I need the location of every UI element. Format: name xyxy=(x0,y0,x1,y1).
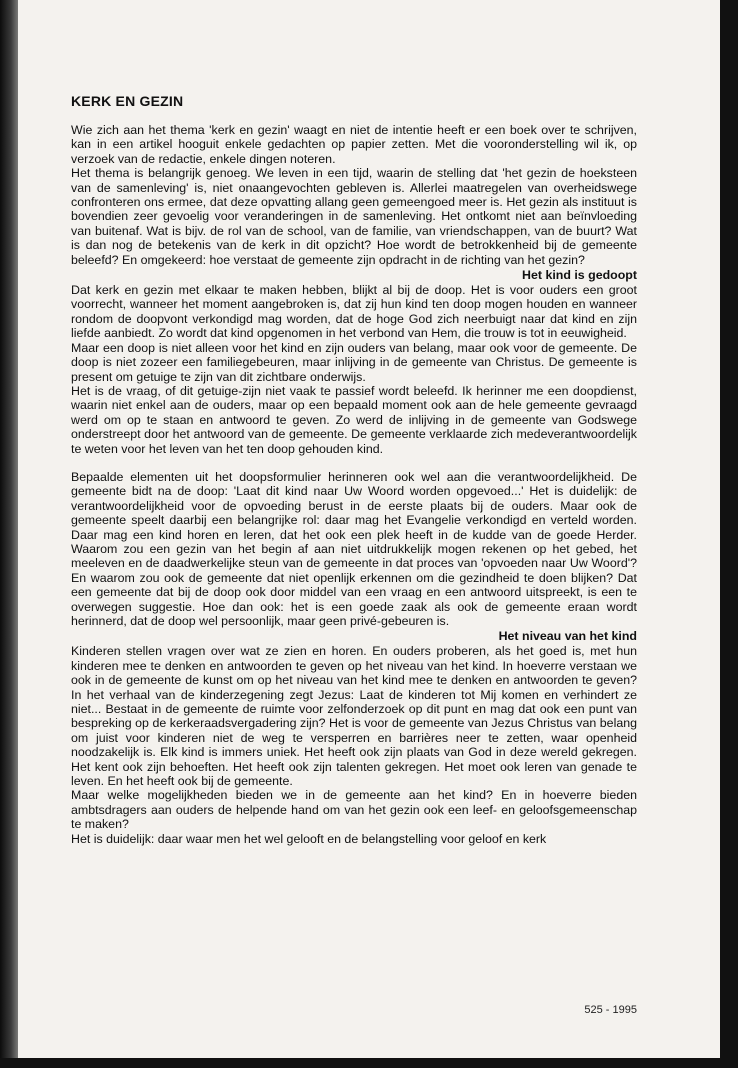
paragraph: Het is duidelijk: daar waar men het wel gelooft en de belangstelling voor geloof en kerk xyxy=(71,831,547,846)
scan-border-bottom xyxy=(0,1058,738,1068)
article-title: KERK EN GEZIN xyxy=(71,93,184,109)
paragraph: Het is de vraag, of dit getuige-zijn niet vaak te passief wordt beleefd. Ik herinner me een doopdienst, waarin niet enkel aan de ouders, maar op een bepaald moment ook aan de hele gemeente gevraagd werd om op te staan en antwoord te geven. Zo werd de inlijving in de gemeente van Godswege onderstreept door het antwoord van de gemeente. De gemeente verklaarde zich medeverantwoordelijk te weten voor het leven van het ten doop gehouden kind. xyxy=(71,383,637,456)
section-heading: Het niveau van het kind xyxy=(498,629,637,644)
paragraph-gap xyxy=(71,456,637,470)
paragraph: Maar een doop is niet alleen voor het kind en zijn ouders van belang, maar ook voor de gemeente. De doop is niet zozeer een familiegebeuren, maar inlijving in de gemeente van Christus. De gemeente is present om getuige te zijn van dit zichtbare onderwijs. xyxy=(71,340,637,384)
article xyxy=(71,93,637,846)
paragraph: Wie zich aan het thema 'kerk en gezin' waagt en niet de intentie heeft er een boek over te schrijven, kan in een artikel hooguit enkele gedachten op papier zetten. Met die vooronderstelling wil ik, op verzoek van de redactie, enkele dingen noteren. xyxy=(71,123,637,166)
paragraph: Maar welke mogelijkheden bieden we in de gemeente aan het kind? En in hoeverre bieden ambtsdragers aan ouders de helpende hand om van het gezin ook een leef- en geloofsgemeenschap te maken? xyxy=(71,788,637,832)
page-number: 525 - 1995 xyxy=(584,1004,637,1016)
paragraph: Bepaalde elementen uit het doopsformulier herinneren ook wel aan die verantwoordelijkheid. De gemeente bidt na de doop: 'Laat dit kind naar Uw Woord worden opgevoed...' Het is duidelijk: de verantwoordelijkheid voor de opvoeding berust in de eerste plaats bij de ouders. Maar ook de gemeente speelt daarbij een belangrijke rol: daar mag het Evangelie verkondigd en verteld worden. Daar mag een kind horen en leren, dat het ook een plek heeft in de kudde van de goede Herder. Waarom zou een gezin van het begin af aan niet uitdrukkelijk mogen rekenen op het gebed, het meeleven en de daadwerkelijke steun van de gemeente in dat proces van 'opvoeden naar Uw Woord'? En waarom zou ook de gemeente dat niet openlijk erkennen om die gezindheid te doen blijken? Dat een gemeente dat bij de doop ook door middel van een vraag en een antwoord uitspreekt, is een te overwegen suggestie. Hoe dan ook: het is een goede zaak als ook de gemeente eraan wordt herinnerd, dat de doop wel persoonlijk, maar geen privé-gebeuren is. xyxy=(71,469,637,628)
paragraph: Het thema is belangrijk genoeg. We leven in een tijd, waarin de stelling dat 'het gezin de hoeksteen van de samenleving' is, niet onaangevochten gebleven is. Allerlei maatregelen van overheidswege confronteren ons ermee, dat deze opvatting allang geen gemeengoed meer is. Het gezin als instituut is bovendien zeer gevoelig voor veranderingen in de samenleving. Het ontkomt niet aan beïnvloeding van buitenaf. Wat is bijv. de rol van de school, van de familie, van vriendschappen, van de buurt? Wat is dan nog de betekenis van de kerk in dit opzicht? Hoe wordt de betrokkenheid bij de gemeente beleefd? En omgekeerd: hoe verstaat de gemeente zijn opdracht in de richting van het gezin? xyxy=(71,166,637,267)
book-spine-shadow xyxy=(0,0,18,1068)
paragraph: Dat kerk en gezin met elkaar te maken hebben, blijkt al bij de doop. Het is voor ouders een groot voorrecht, wanneer het moment aangebroken is, dat zij hun kind ten doop mogen houden en wanneer rondom de doopvont verkondigd mag worden, dat de hoge God zich neerbuigt naar dat kind en zijn liefde aanbiedt. Zo wordt dat kind opgenomen in het verbond van Hem, die trouw is tot in eeuwigheid. xyxy=(71,283,637,341)
scan-border-right xyxy=(720,0,738,1068)
section-heading: Het kind is gedoopt xyxy=(522,268,637,283)
paragraph: Kinderen stellen vragen over wat ze zien en horen. En ouders proberen, als het goed is, met hun kinderen mee te denken en antwoorden te geven op het niveau van het kind. In hoeverre verstaan we ook in de gemeente de kunst om op het niveau van het kind mee te denken en antwoorden te geven? In het verhaal van de kinderzegening zegt Jezus: Laat de kinderen tot Mij komen en verhindert ze niet... Bestaat in de gemeente de ruimte voor zelfonderzoek op dit punt en mag dat ook een punt van bespreking op de kerkeraadsvergadering zijn? Het is voor de gemeente van Jezus Christus van belang om juist voor kinderen niet de weg te versperren en barrières neer te zetten, waar openheid noodzakelijk is. Elk kind is immers uniek. Het heeft ook zijn plaats van God in deze wereld gekregen. Het kent ook zijn behoeften. Het heeft ook zijn talenten gekregen. Het moet ook leren van genade te leven. En het heeft ook bij de gemeente. xyxy=(71,644,637,789)
